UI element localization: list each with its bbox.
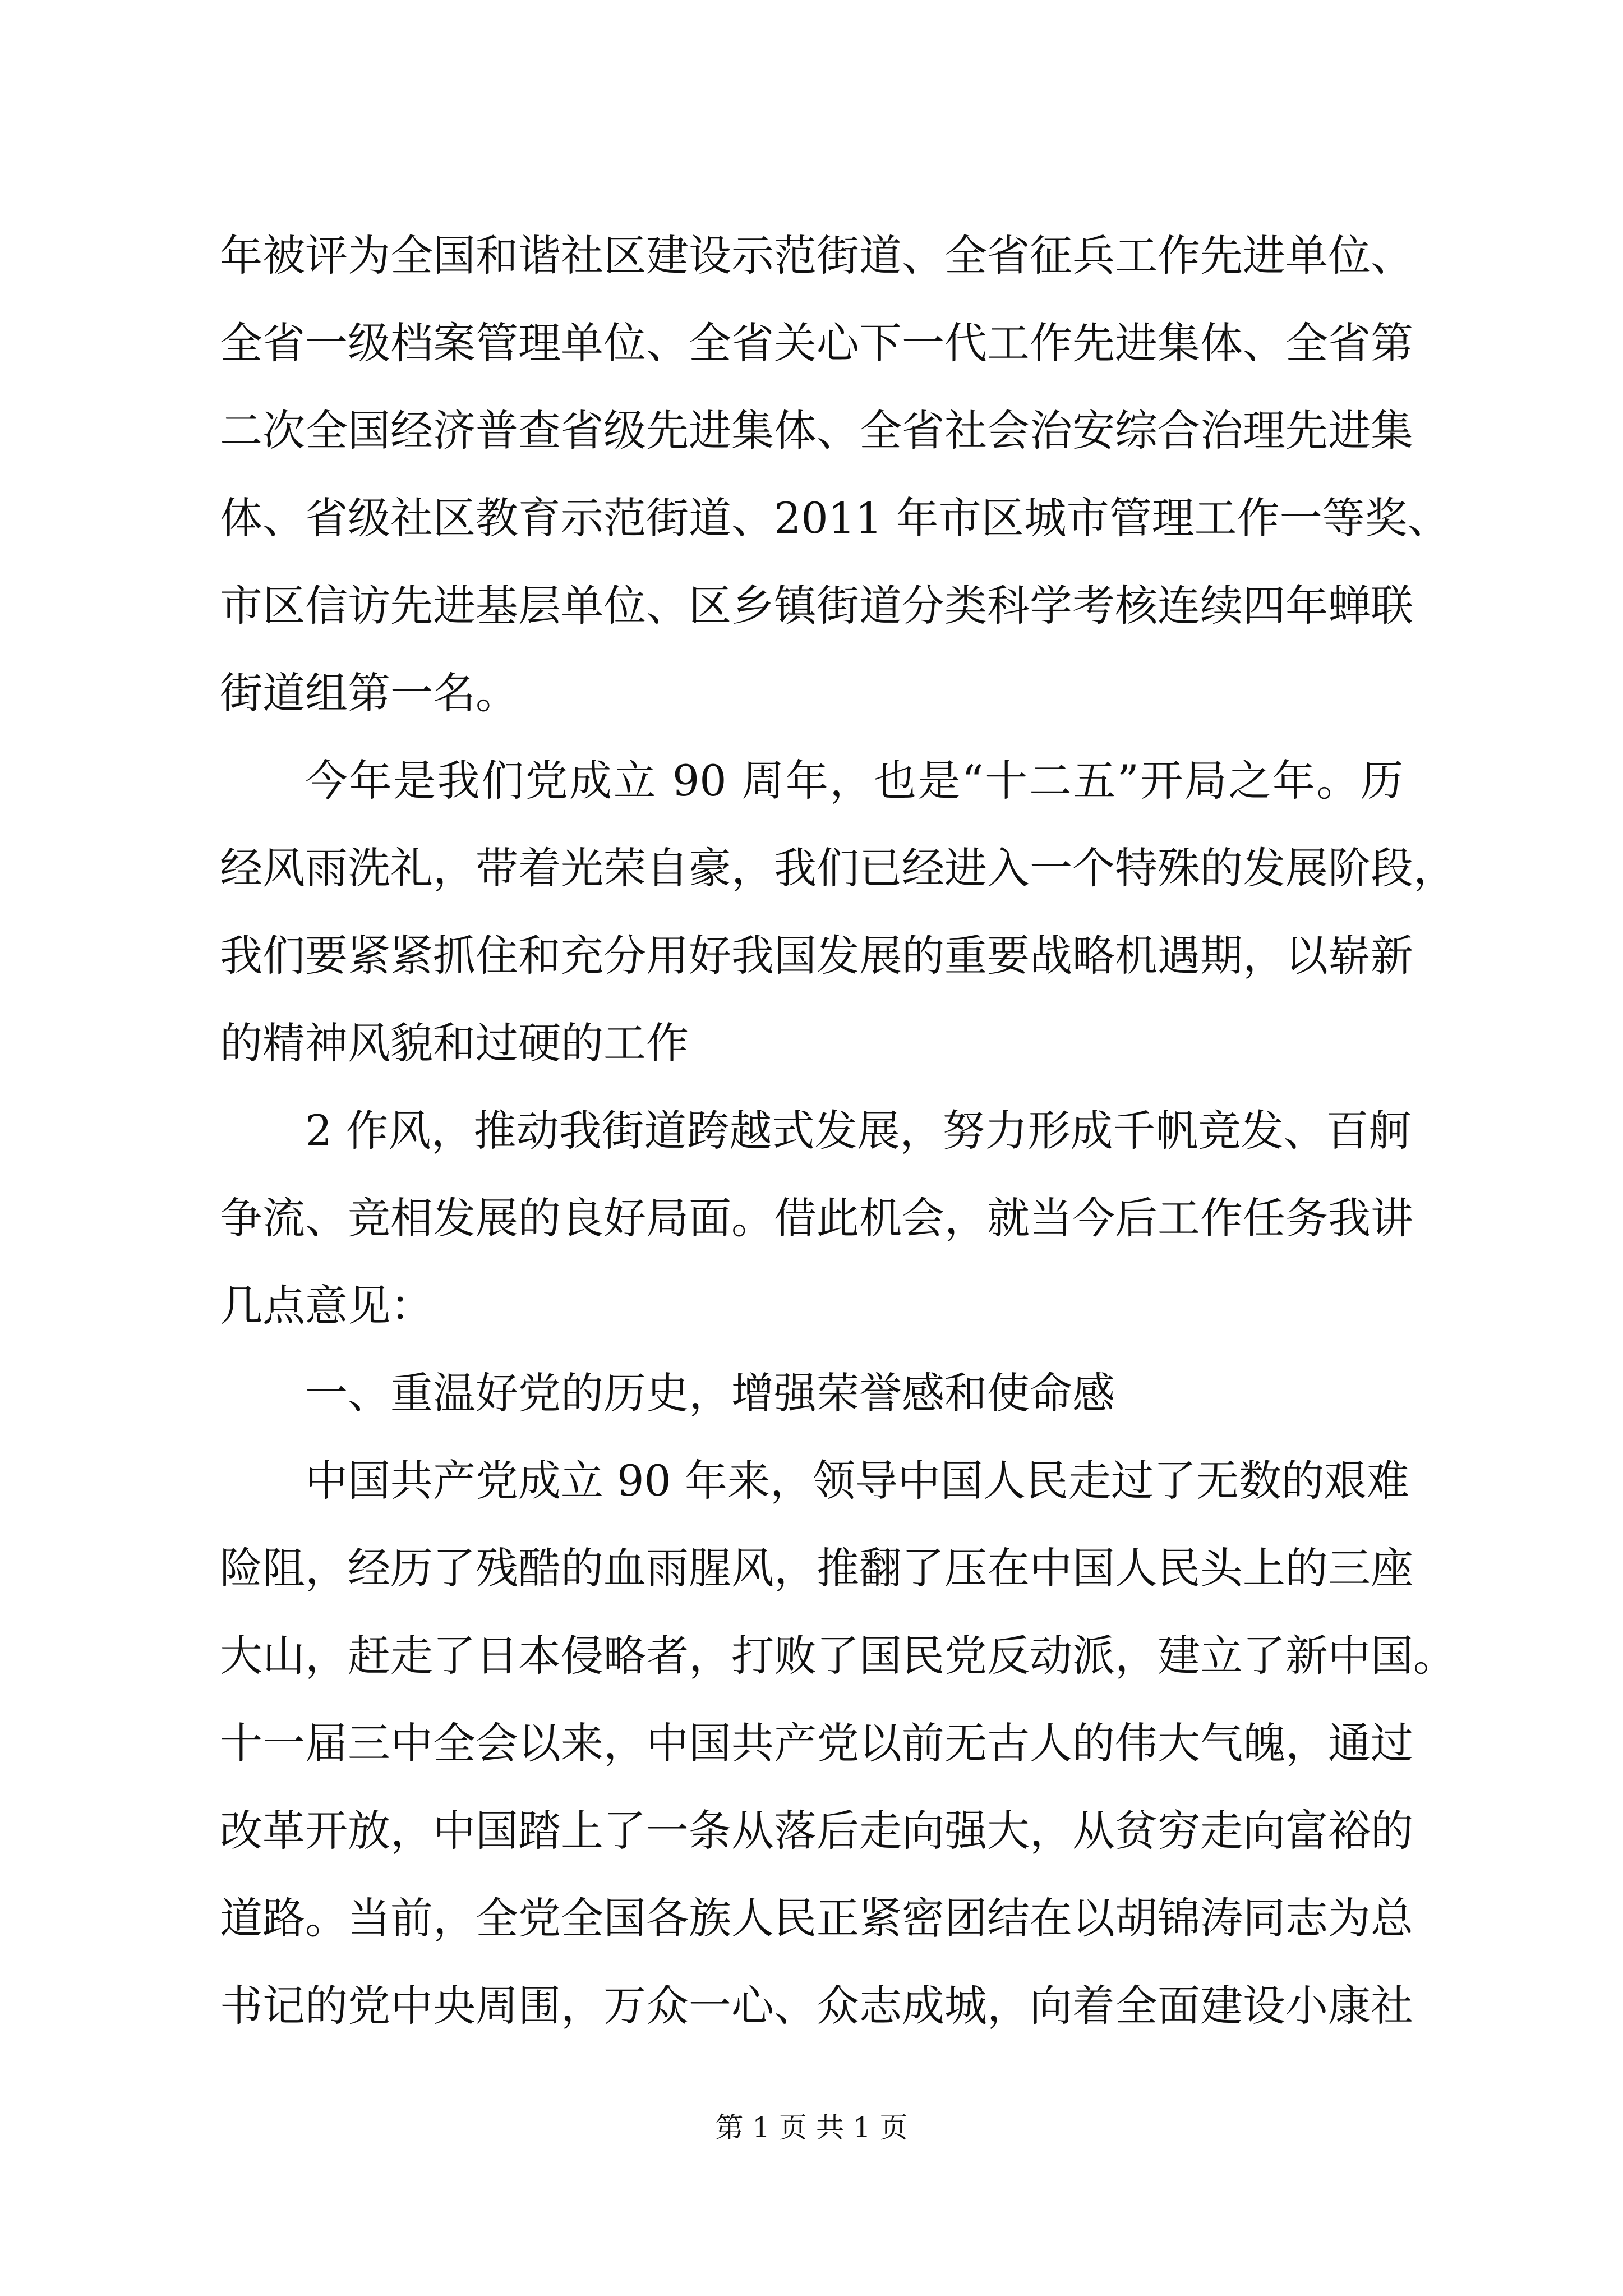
text-line: 年被评为全国和谐社区建设示范街道、全省征兵工作先进单位、 <box>220 231 1413 280</box>
text-line: 市区信访先进基层单位、区乡镇街道分类科学考核连续四年蝉联 <box>220 581 1413 631</box>
text-line: 大山，赶走了日本侵略者，打败了国民党反动派，建立了新中国。 <box>220 1631 1456 1681</box>
document-body <box>220 212 1456 2050</box>
text-line: 几点意见： <box>220 1281 433 1331</box>
text-line: 书记的党中央周围，万众一心、众志成城，向着全面建设小康社 <box>220 1981 1413 2031</box>
section-heading: 一、重温好党的历史，增强荣誉感和使命感 <box>305 1368 1115 1418</box>
text-line: 二次全国经济普查省级先进集体、全省社会治安综合治理先进集 <box>220 406 1413 455</box>
text-line: 街道组第一名。 <box>220 668 518 718</box>
text-line: 我们要紧紧抓住和充分用好我国发展的重要战略机遇期，以崭新 <box>220 931 1413 981</box>
text-line: 道路。当前，全党全国各族人民正紧密团结在以胡锦涛同志为总 <box>220 1893 1413 1943</box>
text-line: 十一届三中全会以来，中国共产党以前无古人的伟大气魄，通过 <box>220 1718 1413 1768</box>
text-line: 争流、竞相发展的良好局面。借此机会，就当今后工作任务我讲 <box>220 1193 1413 1243</box>
text-line: 险阻，经历了残酷的血雨腥风，推翻了压在中国人民头上的三座 <box>220 1543 1413 1593</box>
paragraph-first-line: 2 作风，推动我街道跨越式发展，努力形成千帆竞发、百舸 <box>305 1106 1412 1156</box>
text-line: 体、省级社区教育示范街道、2011 年市区城市管理工作一等奖、 <box>220 493 1450 543</box>
text-line: 改革开放，中国踏上了一条从落后走向强大，从贫穷走向富裕的 <box>220 1806 1413 1856</box>
paragraph-first-line: 中国共产党成立 90 年来，领导中国人民走过了无数的艰难 <box>305 1456 1410 1506</box>
paragraph-first-line: 今年是我们党成立 90 周年，也是“十二五”开局之年。历 <box>305 756 1403 806</box>
text-line: 全省一级档案管理单位、全省关心下一代工作先进集体、全省第 <box>220 318 1413 368</box>
text-line: 经风雨洗礼，带着光荣自豪，我们已经进入一个特殊的发展阶段， <box>220 843 1456 893</box>
page-footer: 第 1 页 共 1 页 <box>715 2111 908 2144</box>
text-line: 的精神风貌和过硬的工作 <box>220 1018 689 1068</box>
